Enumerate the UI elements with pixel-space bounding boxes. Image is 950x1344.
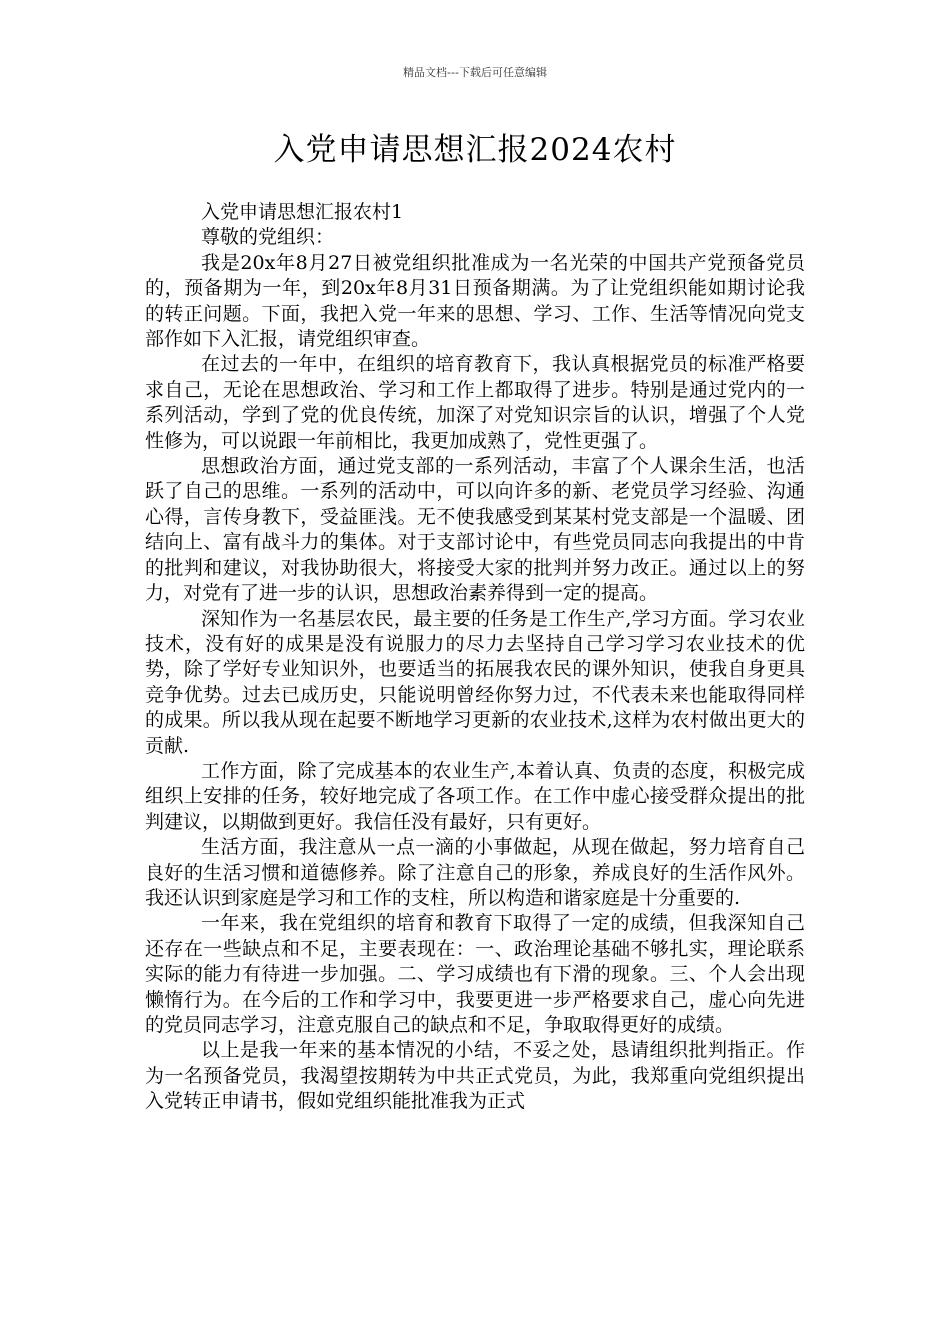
subtitle-paragraph: 入党申请思想汇报农村1	[201, 201, 404, 223]
page-header: 精品文档---下载后可任意编辑	[403, 66, 547, 79]
body-paragraph: 深知作为一名基层农民，最主要的任务是工作生产,学习方面。学习农业技术，没有好的成果是没有说服力的尽力去坚持自己学习学习农业技术的优势，除了学好专业知识外，也要适当的拓展我农民的课外知识，使我自身更具竞争优势。过去已成历史，只能说明曾经你努力过，不代表未来也能取得同样的成果。所以我从现在起要不断地学习更新的农业技术,这样为农村做出更大的贡献.	[145, 607, 805, 757]
document-body	[145, 200, 805, 1115]
document-title: 入党申请思想汇报2024农村	[273, 132, 677, 168]
salutation-paragraph: 尊敬的党组织：	[201, 226, 335, 249]
body-paragraph: 思想政治方面，通过党支部的一系列活动，丰富了个人课余生活，也活跃了自己的思维。一系列的活动中，可以向许多的新、老党员学习经验、沟通心得，言传身教下，受益匪浅。无不使我感受到某某村党支部是一个温暖、团结向上、富有战斗力的集体。对于支部讨论中，有些党员同志向我提出的中肯的批判和建议，对我协助很大，将接受大家的批判并努力改正。通过以上的努力，对党有了进一步的认识，思想政治素养得到一定的提高。	[145, 455, 805, 605]
body-paragraph: 一年来，我在党组织的培育和教育下取得了一定的成绩，但我深知自己还存在一些缺点和不足，主要表现在：一、政治理论基础不够扎实，理论联系实际的能力有待进一步加强。二、学习成绩也有下滑的现象。三、个人会出现懒惰行为。在今后的工作和学习中，我要更进一步严格要求自己，虚心向先进的党员同志学习，注意克服自己的缺点和不足，争取取得更好的成绩。	[145, 912, 805, 1036]
body-paragraph: 在过去的一年中，在组织的培育教育下，我认真根据党员的标准严格要求自己，无论在思想政治、学习和工作上都取得了进步。特别是通过党内的一系列活动，学到了党的优良传统，加深了对党知识宗旨的认识，增强了个人党性修为，可以说跟一年前相比，我更加成熟了，党性更强了。	[145, 353, 805, 452]
body-paragraph: 工作方面，除了完成基本的农业生产,本着认真、负责的态度，积极完成组织上安排的任务，较好地完成了各项工作。在工作中虚心接受群众提出的批判建议，以期做到更好。我信任没有最好，只有更好。	[145, 759, 805, 833]
body-paragraph: 生活方面，我注意从一点一滴的小事做起，从现在做起，努力培育自己良好的生活习惯和道德修养。除了注意自己的形象，养成良好的生活作风外。我还认识到家庭是学习和工作的支柱，所以构造和谐家庭是十分重要的.	[145, 836, 805, 909]
body-paragraph: 以上是我一年来的基本情况的小结，不妥之处，恳请组织批判指正。作为一名预备党员，我渴望按期转为中共正式党员，为此，我郑重向党组织提出入党转正申请书，假如党组织能批准我为正式	[145, 1039, 805, 1113]
body-paragraph: 我是20x年8月27日被党组织批准成为一名光荣的中国共产党预备党员的，预备期为一年，到20x年8月31日预备期满。为了让党组织能如期讨论我的转正问题。下面，我把入党一年来的思想、学习、工作、生活等情况向党支部作如下入汇报，请党组织审查。	[145, 251, 805, 351]
